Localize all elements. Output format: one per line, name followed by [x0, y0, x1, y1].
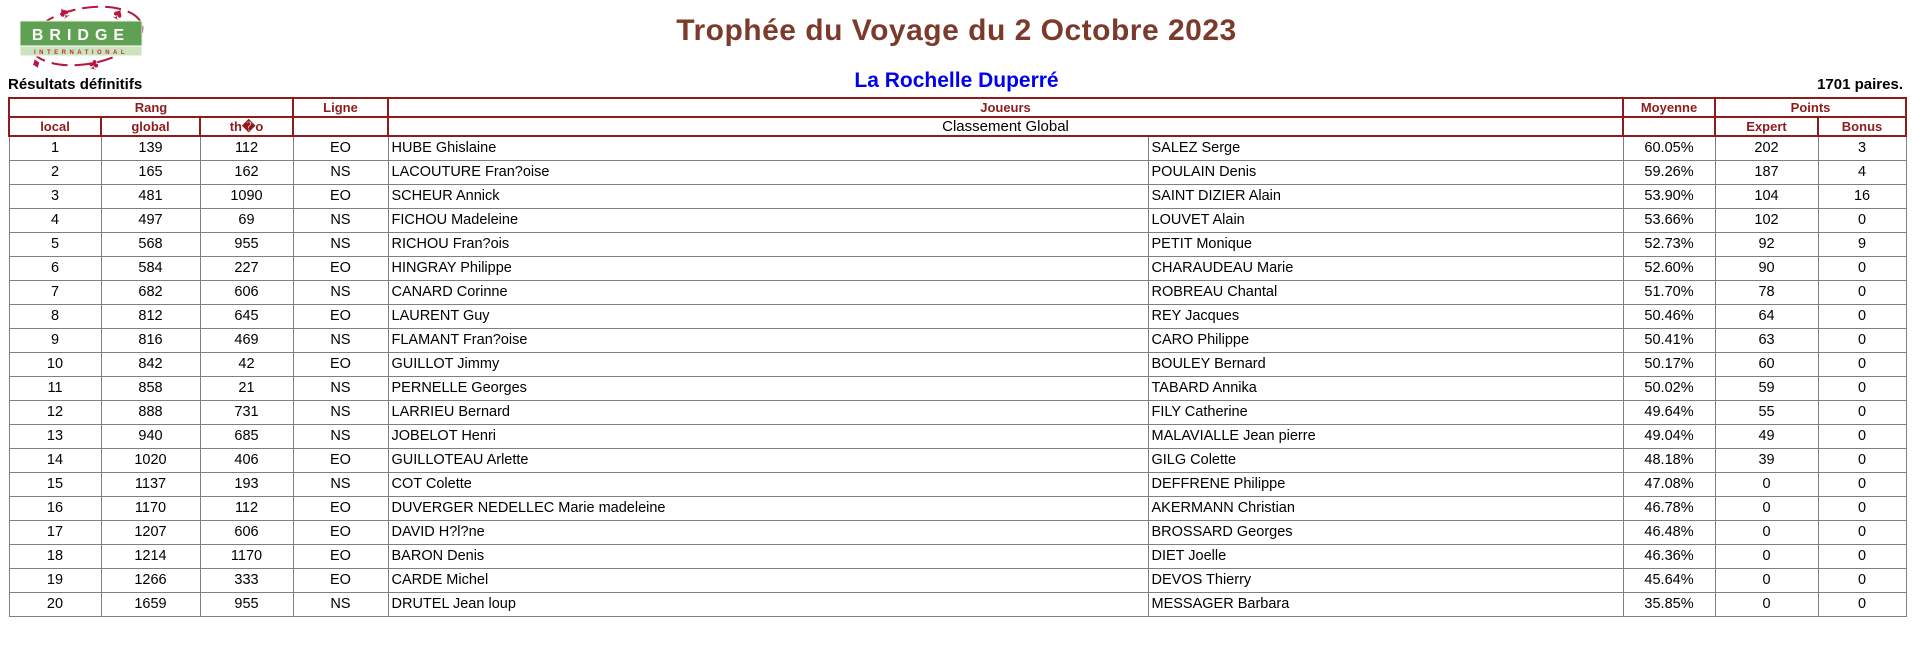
- club-name: La Rochelle Duperré: [854, 69, 1059, 92]
- cell-moyenne: 52.73%: [1623, 232, 1715, 256]
- cell-player2: CHARAUDEAU Marie: [1148, 256, 1623, 280]
- cell-rank-theo: 193: [200, 472, 293, 496]
- cell-rank-global: 816: [101, 328, 200, 352]
- cell-rank-global: 1020: [101, 448, 200, 472]
- cell-moyenne: 35.85%: [1623, 592, 1715, 616]
- cell-points-bonus: 0: [1818, 568, 1906, 592]
- cell-player1: SCHEUR Annick: [388, 184, 1148, 208]
- cell-points-bonus: 0: [1818, 448, 1906, 472]
- cell-rank-local: 18: [9, 544, 101, 568]
- cell-ligne: EO: [293, 520, 388, 544]
- results-body: [9, 136, 1906, 616]
- cell-rank-theo: 955: [200, 232, 293, 256]
- cell-points-expert: 104: [1715, 184, 1818, 208]
- cell-rank-global: 584: [101, 256, 200, 280]
- results-table-head: [9, 98, 1906, 136]
- cell-player2: MESSAGER Barbara: [1148, 592, 1623, 616]
- cell-moyenne: 50.46%: [1623, 304, 1715, 328]
- cell-player1: CARDE Michel: [388, 568, 1148, 592]
- logo-subtitle: INTERNATIONAL: [33, 50, 129, 56]
- results-table: [8, 97, 1907, 617]
- cell-points-bonus: 0: [1818, 280, 1906, 304]
- cell-rank-global: 1137: [101, 472, 200, 496]
- col-global: global: [101, 117, 200, 136]
- cell-rank-theo: 1090: [200, 184, 293, 208]
- cell-points-expert: 0: [1715, 544, 1818, 568]
- cell-points-bonus: 0: [1818, 208, 1906, 232]
- cell-player2: CARO Philippe: [1148, 328, 1623, 352]
- cell-player2: DIET Joelle: [1148, 544, 1623, 568]
- cell-player2: ROBREAU Chantal: [1148, 280, 1623, 304]
- cell-player1: DRUTEL Jean loup: [388, 592, 1148, 616]
- cell-ligne: NS: [293, 280, 388, 304]
- cell-rank-global: 888: [101, 400, 200, 424]
- cell-moyenne: 46.48%: [1623, 520, 1715, 544]
- cell-rank-global: 568: [101, 232, 200, 256]
- cell-rank-local: 4: [9, 208, 101, 232]
- cell-moyenne: 59.26%: [1623, 160, 1715, 184]
- table-row: [9, 328, 1906, 352]
- cell-rank-local: 3: [9, 184, 101, 208]
- cell-rank-local: 20: [9, 592, 101, 616]
- cell-player1: HINGRAY Philippe: [388, 256, 1148, 280]
- cell-player1: LAURENT Guy: [388, 304, 1148, 328]
- cell-points-expert: 187: [1715, 160, 1818, 184]
- col-group-rang: Rang: [9, 98, 293, 117]
- cell-points-bonus: 0: [1818, 328, 1906, 352]
- col-local: local: [9, 117, 101, 136]
- cell-rank-local: 11: [9, 376, 101, 400]
- table-row: [9, 496, 1906, 520]
- cell-ligne: EO: [293, 448, 388, 472]
- bridge-logo-graphic: [12, 2, 164, 72]
- cell-player2: TABARD Annika: [1148, 376, 1623, 400]
- col-moyenne-empty: [1623, 117, 1715, 136]
- sub-header-row: [0, 69, 1913, 93]
- cell-points-bonus: 0: [1818, 256, 1906, 280]
- cell-moyenne: 46.36%: [1623, 544, 1715, 568]
- cell-player2: BROSSARD Georges: [1148, 520, 1623, 544]
- cell-player2: BOULEY Bernard: [1148, 352, 1623, 376]
- col-ligne: Ligne: [293, 98, 388, 117]
- cell-rank-theo: 645: [200, 304, 293, 328]
- cell-points-bonus: 0: [1818, 304, 1906, 328]
- cell-moyenne: 45.64%: [1623, 568, 1715, 592]
- table-row: [9, 136, 1906, 160]
- cell-rank-theo: 42: [200, 352, 293, 376]
- cell-player2: MALAVIALLE Jean pierre: [1148, 424, 1623, 448]
- cell-moyenne: 50.41%: [1623, 328, 1715, 352]
- cell-points-bonus: 0: [1818, 376, 1906, 400]
- cell-points-bonus: 0: [1818, 520, 1906, 544]
- cell-points-expert: 202: [1715, 136, 1818, 160]
- cell-points-expert: 92: [1715, 232, 1818, 256]
- table-row: [9, 184, 1906, 208]
- cell-ligne: EO: [293, 568, 388, 592]
- cell-ligne: NS: [293, 592, 388, 616]
- cell-ligne: EO: [293, 544, 388, 568]
- cell-ligne: EO: [293, 136, 388, 160]
- col-expert: Expert: [1715, 117, 1818, 136]
- cell-rank-local: 13: [9, 424, 101, 448]
- cell-player1: HUBE Ghislaine: [388, 136, 1148, 160]
- cell-points-expert: 59: [1715, 376, 1818, 400]
- cell-player2: GILG Colette: [1148, 448, 1623, 472]
- cell-rank-local: 2: [9, 160, 101, 184]
- cell-moyenne: 49.64%: [1623, 400, 1715, 424]
- cell-rank-local: 12: [9, 400, 101, 424]
- cell-rank-local: 15: [9, 472, 101, 496]
- cell-moyenne: 49.04%: [1623, 424, 1715, 448]
- cell-player1: DUVERGER NEDELLEC Marie madeleine: [388, 496, 1148, 520]
- cell-points-expert: 39: [1715, 448, 1818, 472]
- cell-player2: FILY Catherine: [1148, 400, 1623, 424]
- cell-points-expert: 0: [1715, 472, 1818, 496]
- cell-player1: GUILLOTEAU Arlette: [388, 448, 1148, 472]
- cell-moyenne: 46.78%: [1623, 496, 1715, 520]
- logo-wordmark: BRIDGE: [31, 27, 131, 44]
- cell-player1: JOBELOT Henri: [388, 424, 1148, 448]
- club-icon: ♣: [86, 54, 101, 72]
- cell-player1: FICHOU Madeleine: [388, 208, 1148, 232]
- table-row: [9, 592, 1906, 616]
- cell-rank-global: 1659: [101, 592, 200, 616]
- cell-player1: COT Colette: [388, 472, 1148, 496]
- results-status-label: Résultats définitifs: [8, 76, 143, 93]
- table-row: [9, 280, 1906, 304]
- pairs-count: 1701 paires.: [1817, 76, 1903, 93]
- cell-rank-local: 7: [9, 280, 101, 304]
- cell-points-bonus: 0: [1818, 496, 1906, 520]
- table-row: [9, 568, 1906, 592]
- cell-rank-global: 1207: [101, 520, 200, 544]
- cell-rank-theo: 21: [200, 376, 293, 400]
- header-row-groups: [9, 98, 1906, 117]
- cell-rank-global: 682: [101, 280, 200, 304]
- table-row: [9, 256, 1906, 280]
- cell-moyenne: 53.66%: [1623, 208, 1715, 232]
- cell-moyenne: 50.02%: [1623, 376, 1715, 400]
- cell-rank-global: 842: [101, 352, 200, 376]
- cell-rank-local: 5: [9, 232, 101, 256]
- cell-rank-global: 165: [101, 160, 200, 184]
- cell-rank-global: 481: [101, 184, 200, 208]
- classement-global-label: Classement Global: [388, 117, 1623, 136]
- cell-points-expert: 60: [1715, 352, 1818, 376]
- page-title: Trophée du Voyage du 2 Octobre 2023: [676, 14, 1237, 47]
- cell-ligne: EO: [293, 352, 388, 376]
- cell-rank-theo: 69: [200, 208, 293, 232]
- cell-points-expert: 55: [1715, 400, 1818, 424]
- page-header: [0, 0, 1913, 97]
- cell-points-bonus: 0: [1818, 424, 1906, 448]
- cell-points-expert: 64: [1715, 304, 1818, 328]
- col-group-joueurs: Joueurs: [388, 98, 1623, 117]
- cell-rank-theo: 1170: [200, 544, 293, 568]
- table-row: [9, 352, 1906, 376]
- cell-points-bonus: 0: [1818, 352, 1906, 376]
- cell-rank-theo: 162: [200, 160, 293, 184]
- cell-rank-theo: 606: [200, 280, 293, 304]
- cell-ligne: EO: [293, 496, 388, 520]
- cell-player2: POULAIN Denis: [1148, 160, 1623, 184]
- cell-rank-local: 6: [9, 256, 101, 280]
- cell-rank-theo: 606: [200, 520, 293, 544]
- col-moyenne: Moyenne: [1623, 98, 1715, 117]
- cell-player1: LACOUTURE Fran?oise: [388, 160, 1148, 184]
- spade-icon: ♠: [109, 3, 127, 25]
- cell-moyenne: 52.60%: [1623, 256, 1715, 280]
- col-bonus: Bonus: [1818, 117, 1906, 136]
- cell-rank-local: 9: [9, 328, 101, 352]
- cell-points-bonus: 4: [1818, 160, 1906, 184]
- cell-player1: CANARD Corinne: [388, 280, 1148, 304]
- table-row: [9, 544, 1906, 568]
- cell-moyenne: 47.08%: [1623, 472, 1715, 496]
- cell-player1: DAVID H?l?ne: [388, 520, 1148, 544]
- cell-points-expert: 90: [1715, 256, 1818, 280]
- cell-rank-global: 940: [101, 424, 200, 448]
- cell-player1: GUILLOT Jimmy: [388, 352, 1148, 376]
- cell-rank-theo: 112: [200, 136, 293, 160]
- cell-ligne: NS: [293, 208, 388, 232]
- cell-points-expert: 49: [1715, 424, 1818, 448]
- cell-rank-theo: 406: [200, 448, 293, 472]
- header-row-subcolumns: [9, 117, 1906, 136]
- diamond-icon: ♦: [29, 54, 43, 72]
- cell-rank-theo: 112: [200, 496, 293, 520]
- cell-rank-theo: 731: [200, 400, 293, 424]
- cell-ligne: EO: [293, 184, 388, 208]
- table-row: [9, 448, 1906, 472]
- cell-points-bonus: 0: [1818, 592, 1906, 616]
- cell-ligne: NS: [293, 376, 388, 400]
- cell-points-bonus: 0: [1818, 472, 1906, 496]
- cell-ligne: NS: [293, 328, 388, 352]
- cell-points-bonus: 0: [1818, 544, 1906, 568]
- cell-player2: AKERMANN Christian: [1148, 496, 1623, 520]
- col-ligne-empty: [293, 117, 388, 136]
- cell-points-expert: 0: [1715, 568, 1818, 592]
- table-row: [9, 472, 1906, 496]
- cell-points-expert: 0: [1715, 592, 1818, 616]
- spade-icon: ♠: [54, 2, 73, 23]
- table-row: [9, 160, 1906, 184]
- cell-ligne: EO: [293, 304, 388, 328]
- cell-player2: LOUVET Alain: [1148, 208, 1623, 232]
- table-row: [9, 400, 1906, 424]
- cell-player1: RICHOU Fran?ois: [388, 232, 1148, 256]
- cell-player1: BARON Denis: [388, 544, 1148, 568]
- cell-rank-global: 1214: [101, 544, 200, 568]
- cell-points-bonus: 9: [1818, 232, 1906, 256]
- cell-rank-global: 139: [101, 136, 200, 160]
- cell-ligne: NS: [293, 424, 388, 448]
- cell-ligne: NS: [293, 232, 388, 256]
- cell-player2: DEVOS Thierry: [1148, 568, 1623, 592]
- cell-rank-local: 8: [9, 304, 101, 328]
- cell-rank-global: 812: [101, 304, 200, 328]
- cell-rank-theo: 227: [200, 256, 293, 280]
- cell-ligne: NS: [293, 400, 388, 424]
- cell-points-bonus: 3: [1818, 136, 1906, 160]
- cell-player2: DEFFRENE Philippe: [1148, 472, 1623, 496]
- cell-rank-global: 1266: [101, 568, 200, 592]
- cell-points-expert: 0: [1715, 496, 1818, 520]
- table-row: [9, 520, 1906, 544]
- cell-moyenne: 51.70%: [1623, 280, 1715, 304]
- table-row: [9, 304, 1906, 328]
- cell-rank-local: 17: [9, 520, 101, 544]
- bridge-international-logo: [12, 2, 164, 72]
- cell-points-expert: 63: [1715, 328, 1818, 352]
- cell-player1: FLAMANT Fran?oise: [388, 328, 1148, 352]
- cell-player1: PERNELLE Georges: [388, 376, 1148, 400]
- cell-rank-global: 497: [101, 208, 200, 232]
- cell-player2: SAINT DIZIER Alain: [1148, 184, 1623, 208]
- table-row: [9, 424, 1906, 448]
- table-row: [9, 232, 1906, 256]
- cell-player2: PETIT Monique: [1148, 232, 1623, 256]
- table-row: [9, 208, 1906, 232]
- cell-rank-global: 1170: [101, 496, 200, 520]
- cell-points-bonus: 0: [1818, 400, 1906, 424]
- cell-rank-local: 16: [9, 496, 101, 520]
- cell-player2: SALEZ Serge: [1148, 136, 1623, 160]
- cell-ligne: EO: [293, 256, 388, 280]
- cell-rank-local: 14: [9, 448, 101, 472]
- cell-moyenne: 53.90%: [1623, 184, 1715, 208]
- cell-rank-local: 19: [9, 568, 101, 592]
- cell-moyenne: 60.05%: [1623, 136, 1715, 160]
- cell-points-expert: 102: [1715, 208, 1818, 232]
- col-theo: th�o: [200, 117, 293, 136]
- cell-rank-theo: 333: [200, 568, 293, 592]
- cell-rank-theo: 469: [200, 328, 293, 352]
- cell-player1: LARRIEU Bernard: [388, 400, 1148, 424]
- col-group-points: Points: [1715, 98, 1906, 117]
- cell-rank-theo: 955: [200, 592, 293, 616]
- cell-moyenne: 50.17%: [1623, 352, 1715, 376]
- cell-player2: REY Jacques: [1148, 304, 1623, 328]
- cell-ligne: NS: [293, 472, 388, 496]
- table-row: [9, 376, 1906, 400]
- cell-rank-local: 10: [9, 352, 101, 376]
- cell-points-expert: 78: [1715, 280, 1818, 304]
- cell-rank-local: 1: [9, 136, 101, 160]
- cell-points-expert: 0: [1715, 520, 1818, 544]
- cell-moyenne: 48.18%: [1623, 448, 1715, 472]
- cell-rank-global: 858: [101, 376, 200, 400]
- cell-ligne: NS: [293, 160, 388, 184]
- cell-points-bonus: 16: [1818, 184, 1906, 208]
- cell-rank-theo: 685: [200, 424, 293, 448]
